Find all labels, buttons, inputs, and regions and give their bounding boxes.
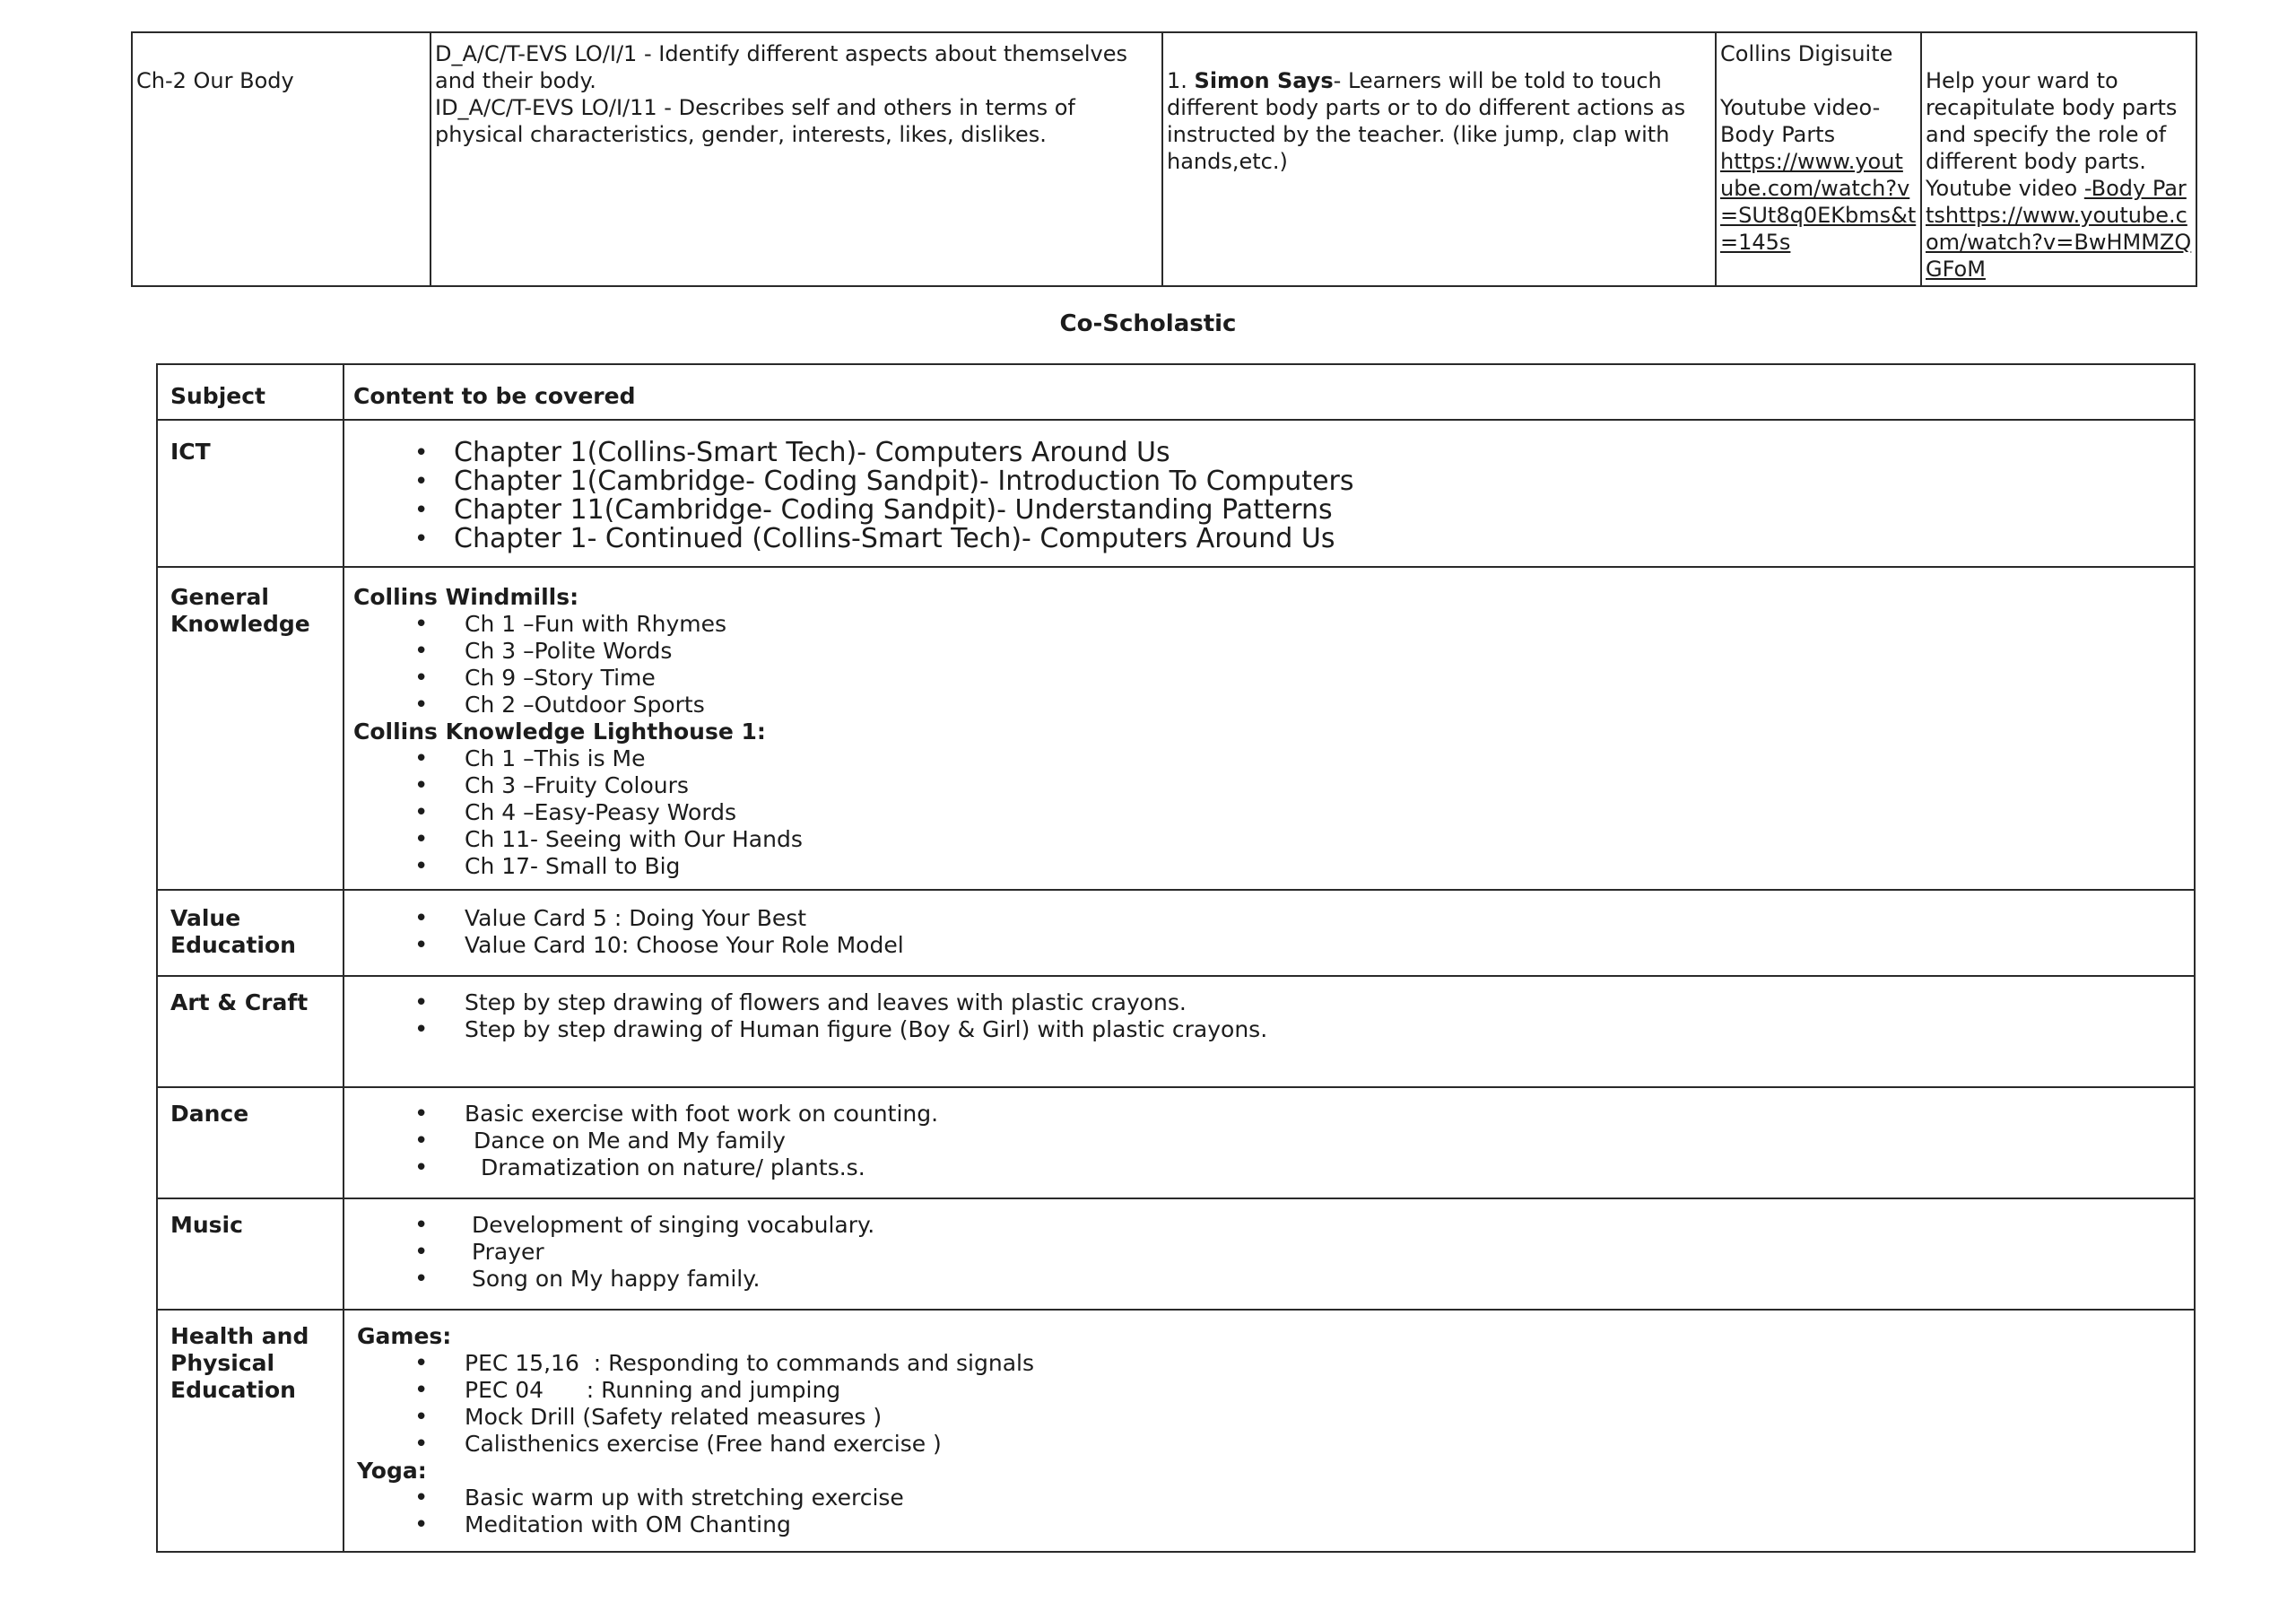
list-item: • Ch 4 –Easy-Peasy Words: [353, 799, 2187, 826]
subject-health-pe: Health and Physical Education: [157, 1310, 344, 1552]
list-item: • Chapter 1- Continued (Collins-Smart Tech)- Computers Around Us: [353, 525, 2187, 553]
list-item: • Chapter 1(Collins-Smart Tech)- Computers Around Us: [353, 439, 2187, 467]
gk-windmills-list: [353, 611, 2187, 719]
value-list: [353, 905, 2187, 959]
list-item: • Ch 11- Seeing with Our Hands: [353, 826, 2187, 853]
yoga-list: [353, 1485, 2187, 1538]
group-title: Yoga:: [357, 1458, 427, 1484]
table-row: [157, 420, 2195, 567]
list-item: • Basic exercise with foot work on counting.: [353, 1101, 2187, 1128]
activity-number: 1.: [1167, 68, 1195, 93]
resources-cell: [1716, 32, 1921, 286]
resource-link[interactable]: https://www.youtube.com/watch?v=SUt8q0EKbms&t=145s: [1720, 149, 1917, 255]
learning-outcome: ID_A/C/T-EVS LO/I/11 - Describes self and others in terms of physical characteristics, gender, interests, likes, dislikes.: [435, 95, 1075, 147]
list-item: • Development of singing vocabulary.: [353, 1212, 2187, 1239]
list-item: • PEC 15,16 : Responding to commands and signals: [353, 1350, 2187, 1377]
list-item: • Chapter 11(Cambridge- Coding Sandpit)- Understanding Patterns: [353, 496, 2187, 525]
subject-ict: ICT: [157, 420, 344, 567]
list-item: • Dramatization on nature/ plants.s.: [353, 1154, 2187, 1181]
gk-lighthouse-list: [353, 745, 2187, 880]
header-content: Content to be covered: [344, 364, 2195, 420]
subject-gk: General Knowledge: [157, 567, 344, 890]
learning-outcomes-cell: [430, 32, 1162, 286]
list-item: • Step by step drawing of Human figure (Boy & Girl) with plastic crayons.: [353, 1016, 2187, 1043]
group-title: Collins Windmills:: [353, 584, 579, 610]
table-header-row: [157, 364, 2195, 420]
table-row: [157, 1310, 2195, 1552]
list-item: • Song on My happy family.: [353, 1266, 2187, 1293]
homework-text: Help your ward to recapitulate body parts and specify the role of different body parts. Youtube video: [1926, 68, 2178, 201]
homework-cell: [1921, 32, 2196, 286]
activity-cell: [1162, 32, 1716, 286]
subject-value-education: Value Education: [157, 890, 344, 976]
header-subject: Subject: [157, 364, 344, 420]
list-item: • Prayer: [353, 1239, 2187, 1266]
games-list: [353, 1350, 2187, 1458]
table-row: [157, 567, 2195, 890]
chapter-cell: [132, 32, 430, 286]
activity-description: - Learners will be told to touch different body parts or to do different actions as instructed by the teacher. (like jump, clap with hands,etc.): [1167, 68, 1686, 174]
table-row: [157, 890, 2195, 976]
resource-video: Youtube video- Body Parts: [1720, 95, 1881, 147]
table-row: [157, 1087, 2195, 1198]
list-item: • Ch 9 –Story Time: [353, 665, 2187, 692]
list-item: • Value Card 5 : Doing Your Best: [353, 905, 2187, 932]
list-item: • PEC 04 : Running and jumping: [353, 1377, 2187, 1404]
resource-title: Collins Digisuite: [1720, 41, 1893, 66]
curriculum-table: [131, 31, 2197, 287]
subject-music: Music: [157, 1198, 344, 1310]
music-list: [353, 1212, 2187, 1293]
table-row: [157, 976, 2195, 1087]
list-item: • Meditation with OM Chanting: [353, 1511, 2187, 1538]
homework-link[interactable]: -Body Partshttps://www.youtube.com/watch?v=BwHMMZQGFoM: [1926, 176, 2192, 282]
section-title: Co-Scholastic: [1059, 310, 1237, 337]
activity-name: Simon Says: [1194, 68, 1334, 93]
list-item: • Ch 1 –Fun with Rhymes: [353, 611, 2187, 638]
art-list: [353, 989, 2187, 1043]
subject-dance: Dance: [157, 1087, 344, 1198]
list-item: • Value Card 10: Choose Your Role Model: [353, 932, 2187, 959]
subject-art-craft: Art & Craft: [157, 976, 344, 1087]
list-item: • Basic warm up with stretching exercise: [353, 1485, 2187, 1511]
list-item: • Ch 2 –Outdoor Sports: [353, 692, 2187, 719]
list-item: • Ch 3 –Fruity Colours: [353, 772, 2187, 799]
dance-list: [353, 1101, 2187, 1181]
list-item: • Calisthenics exercise (Free hand exercise ): [353, 1431, 2187, 1458]
list-item: • Chapter 1(Cambridge- Coding Sandpit)- Introduction To Computers: [353, 467, 2187, 496]
list-item: • Ch 17- Small to Big: [353, 853, 2187, 880]
chapter-name: Ch-2 Our Body: [136, 68, 294, 93]
co-scholastic-table: [156, 363, 2196, 1553]
table-row: [132, 32, 2196, 286]
group-title: Games:: [357, 1323, 452, 1349]
group-title: Collins Knowledge Lighthouse 1:: [353, 719, 766, 745]
ict-list: [353, 439, 2187, 553]
list-item: • Dance on Me and My family: [353, 1128, 2187, 1154]
list-item: • Step by step drawing of flowers and leaves with plastic crayons.: [353, 989, 2187, 1016]
list-item: • Mock Drill (Safety related measures ): [353, 1404, 2187, 1431]
list-item: • Ch 1 –This is Me: [353, 745, 2187, 772]
learning-outcome: D_A/C/T-EVS LO/I/1 - Identify different aspects about themselves and their body.: [435, 41, 1128, 93]
table-row: [157, 1198, 2195, 1310]
list-item: • Ch 3 –Polite Words: [353, 638, 2187, 665]
